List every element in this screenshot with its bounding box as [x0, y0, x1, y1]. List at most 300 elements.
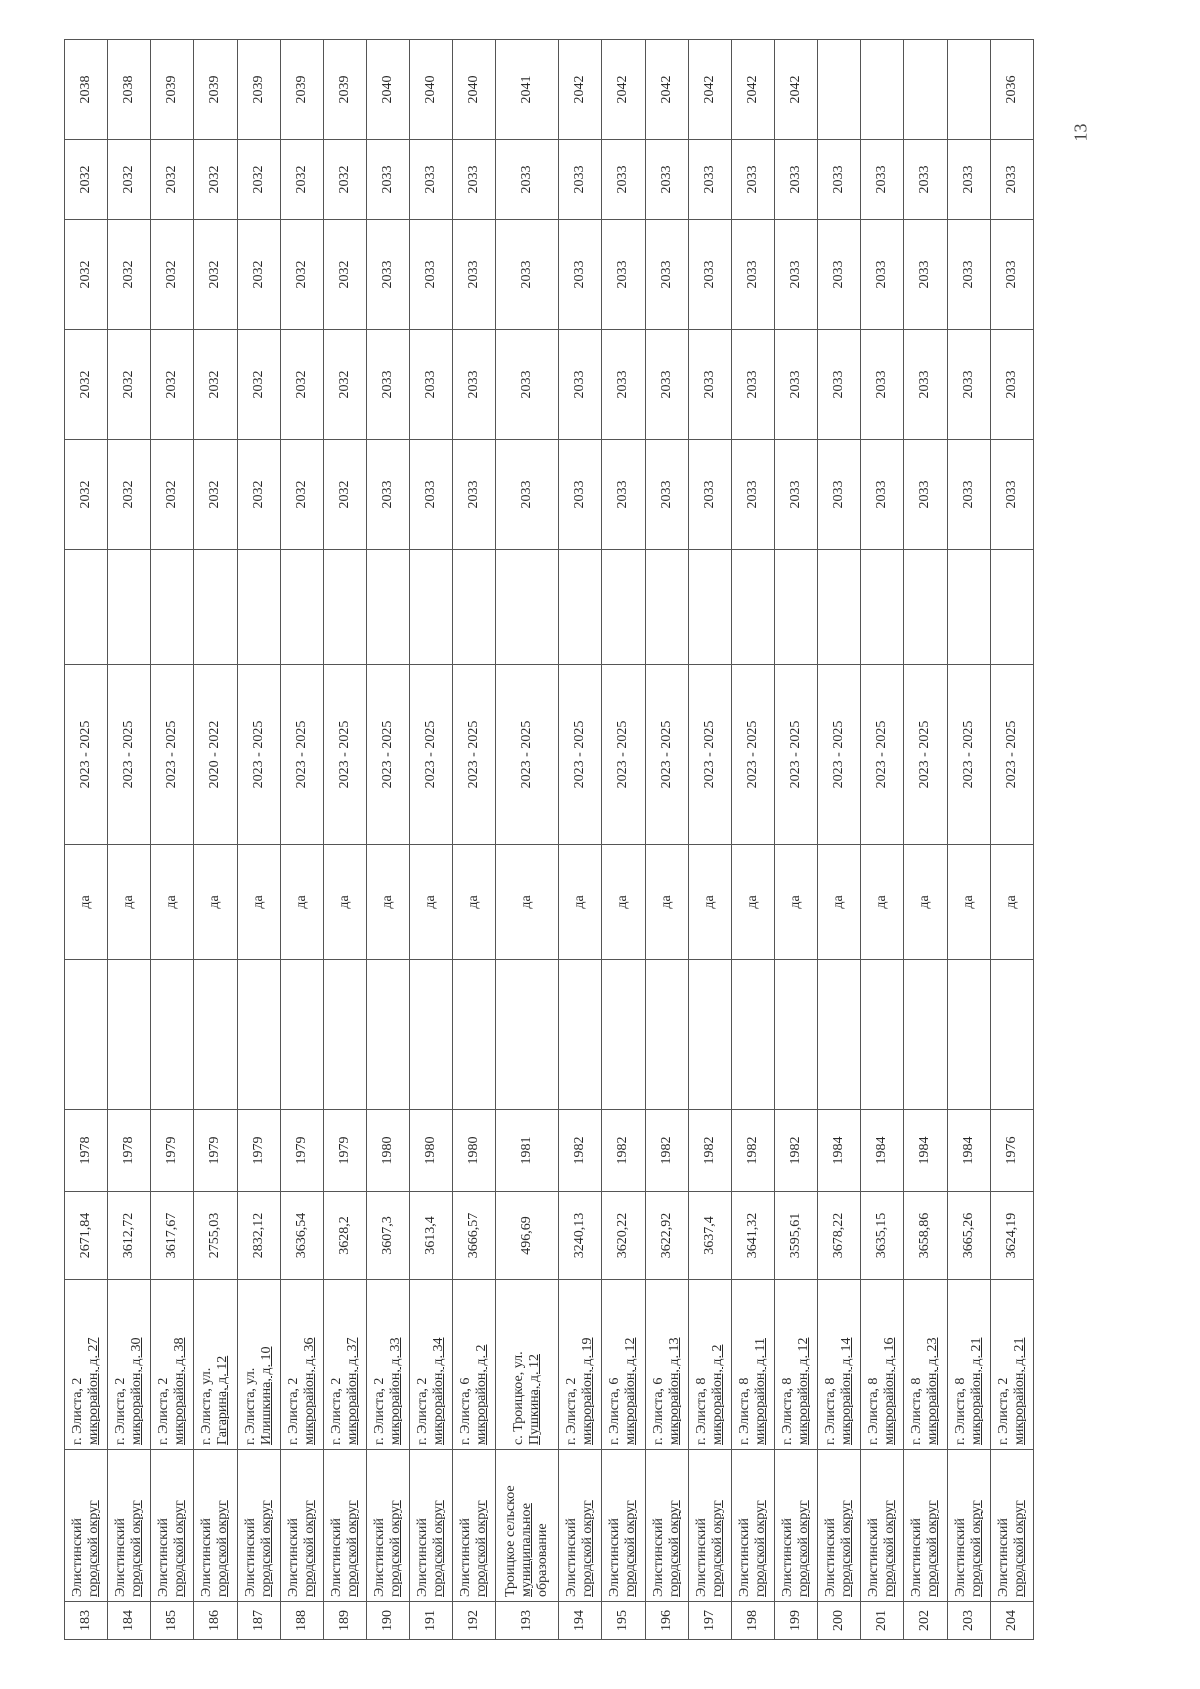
cell-text-c9: 2033 [874, 480, 890, 509]
year-col-11 [645, 220, 688, 330]
table-body [65, 40, 1034, 1640]
cell-text-year: 1981 [519, 1136, 535, 1165]
empty-cell [496, 960, 559, 1110]
cell-text-c7: 2023 - 2025 [380, 720, 396, 789]
cell-text-c13: 2042 [744, 75, 760, 104]
empty-cell [410, 960, 453, 1110]
cell-text-c7: 2023 - 2025 [1003, 720, 1019, 789]
empty-cell-2 [731, 550, 774, 665]
year-col-10 [774, 330, 817, 440]
year-col-9 [818, 440, 861, 550]
row-number [861, 1602, 904, 1640]
empty-cell-2 [559, 550, 602, 665]
cell-text-n: 187 [250, 1610, 266, 1631]
year-col-10 [453, 330, 496, 440]
cell-text-c11: 2033 [423, 260, 439, 289]
year-col-11 [731, 220, 774, 330]
year-col-9 [151, 440, 194, 550]
cell-text-c12: 2033 [615, 165, 631, 194]
cell-text-year: 1976 [1003, 1136, 1019, 1165]
municipality-cell [410, 1450, 453, 1602]
cell-text-c6: да [744, 895, 760, 909]
cell-text-year: 1984 [831, 1136, 847, 1165]
cell-text-mun1: Элистинский [564, 1518, 580, 1597]
cell-text-c9: 2033 [572, 480, 588, 509]
cell-text-mun2: городской округ [623, 1500, 639, 1597]
year-col-12 [861, 140, 904, 220]
cell-text-mun2: городской округ [344, 1500, 360, 1597]
period-cell [861, 665, 904, 845]
cell-text-year: 1979 [207, 1136, 223, 1165]
year-col-12 [818, 140, 861, 220]
empty-cell [237, 960, 280, 1110]
row-number [559, 1602, 602, 1640]
cell-text-c7: 2023 - 2025 [960, 720, 976, 789]
table-row [731, 40, 774, 1640]
municipality-cell [818, 1450, 861, 1602]
cell-text-area: 496,69 [519, 1216, 535, 1255]
cell-text-mun1: Элистинский [70, 1518, 86, 1597]
year-col-10 [688, 330, 731, 440]
cell-text-c10: 2033 [788, 370, 804, 399]
cell-text-c9: 2032 [164, 480, 180, 509]
year-col-13 [947, 40, 990, 140]
empty-cell-2 [323, 550, 366, 665]
cell-text-mun2: городской округ [925, 1500, 941, 1597]
row-number [453, 1602, 496, 1640]
cell-text-c12: 2032 [293, 165, 309, 194]
year-col-13 [453, 40, 496, 140]
year-col-9 [947, 440, 990, 550]
cell-text-c11: 2032 [121, 260, 137, 289]
year-col-11 [194, 220, 237, 330]
flag-cell [559, 845, 602, 960]
cell-text-c12: 2032 [207, 165, 223, 194]
year-col-12 [947, 140, 990, 220]
cell-text-c9: 2033 [831, 480, 847, 509]
cell-text-n: 202 [917, 1610, 933, 1631]
cell-text-c7: 2023 - 2025 [164, 720, 180, 789]
cell-text-area: 3658,86 [917, 1212, 933, 1259]
table-row [688, 40, 731, 1640]
cell-text-c10: 2033 [831, 370, 847, 399]
cell-text-c6: да [788, 895, 804, 909]
cell-text-c11: 2032 [78, 260, 94, 289]
cell-text-addr2: микрорайон, д. 34 [431, 1337, 447, 1445]
cell-text-addr2: микрорайон, д. 36 [301, 1337, 317, 1445]
cell-text-c9: 2033 [917, 480, 933, 509]
year-col-11 [559, 220, 602, 330]
cell-text-c11: 2033 [917, 260, 933, 289]
cell-text-area: 3622,92 [658, 1212, 674, 1259]
year-col-12 [774, 140, 817, 220]
area-cell [602, 1192, 645, 1280]
cell-text-c11: 2033 [519, 260, 535, 289]
empty-cell-2 [774, 550, 817, 665]
cell-text-c13: 2036 [1003, 75, 1019, 104]
cell-text-c6: да [658, 895, 674, 909]
cell-text-c12: 2033 [744, 165, 760, 194]
period-cell [366, 665, 409, 845]
cell-text-c11: 2033 [831, 260, 847, 289]
cell-text-c13: 2038 [121, 75, 137, 104]
municipality-cell [453, 1450, 496, 1602]
year-col-12 [194, 140, 237, 220]
year-col-10 [818, 330, 861, 440]
empty-cell [774, 960, 817, 1110]
municipality-cell [559, 1450, 602, 1602]
cell-text-addr2: микрорайон, д. 12 [796, 1337, 812, 1445]
year-cell [410, 1110, 453, 1192]
cell-text-c6: да [78, 895, 94, 909]
year-col-13 [108, 40, 151, 140]
cell-text-mun3: образование [535, 1523, 551, 1597]
table-row [453, 40, 496, 1640]
period-cell [947, 665, 990, 845]
cell-text-addr1: г. Элиста, 2 [372, 1377, 388, 1445]
cell-text-addr2: микрорайон, д. 2 [709, 1344, 725, 1445]
cell-text-year: 1979 [293, 1136, 309, 1165]
cell-text-addr1: с. Троицкое, ул. [511, 1351, 527, 1445]
empty-cell [108, 960, 151, 1110]
cell-text-n: 194 [572, 1610, 588, 1631]
cell-text-c9: 2033 [658, 480, 674, 509]
year-col-11 [108, 220, 151, 330]
row-number [645, 1602, 688, 1640]
year-col-10 [731, 330, 774, 440]
year-col-10 [645, 330, 688, 440]
address-cell [366, 1280, 409, 1450]
year-col-9 [774, 440, 817, 550]
year-col-13 [410, 40, 453, 140]
cell-text-area: 3628,2 [336, 1216, 352, 1255]
cell-text-addr2: микрорайон, д. 16 [882, 1337, 898, 1445]
flag-cell [237, 845, 280, 960]
area-cell [861, 1192, 904, 1280]
year-col-12 [496, 140, 559, 220]
period-cell [453, 665, 496, 845]
year-cell [774, 1110, 817, 1192]
cell-text-addr2: Илишкина, д. 10 [258, 1346, 274, 1445]
address-cell [323, 1280, 366, 1450]
cell-text-c7: 2023 - 2025 [572, 720, 588, 789]
year-col-13 [237, 40, 280, 140]
empty-cell-2 [947, 550, 990, 665]
year-col-13 [990, 40, 1033, 140]
year-col-11 [688, 220, 731, 330]
cell-text-area: 3595,61 [788, 1212, 804, 1259]
year-cell [818, 1110, 861, 1192]
cell-text-c6: да [874, 895, 890, 909]
cell-text-mun1: Элистинский [823, 1518, 839, 1597]
year-col-13 [774, 40, 817, 140]
municipality-cell [151, 1450, 194, 1602]
cell-text-n: 185 [164, 1610, 180, 1631]
cell-text-c6: да [1003, 895, 1019, 909]
cell-text-c7: 2023 - 2025 [250, 720, 266, 789]
cell-text-c10: 2033 [1003, 370, 1019, 399]
cell-text-c7: 2023 - 2025 [658, 720, 674, 789]
cell-text-addr1: г. Элиста, 6 [607, 1377, 623, 1445]
cell-text-c9: 2033 [1003, 480, 1019, 509]
municipality-cell [947, 1450, 990, 1602]
table-row [151, 40, 194, 1640]
empty-cell-2 [410, 550, 453, 665]
cell-text-mun1: Элистинский [736, 1518, 752, 1597]
area-cell [108, 1192, 151, 1280]
cell-text-c11: 2033 [701, 260, 717, 289]
year-col-13 [688, 40, 731, 140]
cell-text-addr1: г. Элиста, ул. [242, 1367, 258, 1445]
area-cell [645, 1192, 688, 1280]
area-cell [194, 1192, 237, 1280]
cell-text-area: 3620,22 [615, 1212, 631, 1259]
period-cell [559, 665, 602, 845]
cell-text-c6: да [380, 895, 396, 909]
cell-text-year: 1979 [336, 1136, 352, 1165]
municipality-cell [904, 1450, 947, 1602]
cell-text-c11: 2033 [788, 260, 804, 289]
cell-text-c11: 2033 [744, 260, 760, 289]
cell-text-c6: да [207, 895, 223, 909]
flag-cell [731, 845, 774, 960]
flag-cell [990, 845, 1033, 960]
year-col-9 [904, 440, 947, 550]
address-cell [990, 1280, 1033, 1450]
housing-table [64, 39, 1034, 1640]
table-row [366, 40, 409, 1640]
municipality-cell [108, 1450, 151, 1602]
cell-text-c11: 2033 [466, 260, 482, 289]
area-cell [904, 1192, 947, 1280]
cell-text-c9: 2032 [78, 480, 94, 509]
cell-text-addr1: г. Элиста, 8 [693, 1377, 709, 1445]
cell-text-c11: 2032 [164, 260, 180, 289]
cell-text-n: 195 [615, 1610, 631, 1631]
area-cell [65, 1192, 108, 1280]
cell-text-area: 3624,19 [1003, 1212, 1019, 1259]
cell-text-c10: 2033 [423, 370, 439, 399]
flag-cell [151, 845, 194, 960]
cell-text-c10: 2032 [250, 370, 266, 399]
cell-text-year: 1982 [788, 1136, 804, 1165]
table-row [990, 40, 1033, 1640]
year-col-11 [947, 220, 990, 330]
municipality-cell [688, 1450, 731, 1602]
cell-text-c12: 2032 [164, 165, 180, 194]
year-col-12 [645, 140, 688, 220]
cell-text-c10: 2032 [293, 370, 309, 399]
empty-cell-2 [688, 550, 731, 665]
row-number [904, 1602, 947, 1640]
cell-text-c9: 2033 [701, 480, 717, 509]
year-col-9 [645, 440, 688, 550]
municipality-cell [323, 1450, 366, 1602]
cell-text-addr1: г. Элиста, 8 [866, 1377, 882, 1445]
year-cell [65, 1110, 108, 1192]
cell-text-addr2: микрорайон, д. 23 [925, 1337, 941, 1445]
row-number [688, 1602, 731, 1640]
cell-text-c10: 2033 [380, 370, 396, 399]
cell-text-area: 3613,4 [423, 1216, 439, 1255]
empty-cell [947, 960, 990, 1110]
cell-text-addr1: г. Элиста, 2 [113, 1377, 129, 1445]
cell-text-mun2: городской округ [752, 1500, 768, 1597]
year-cell [323, 1110, 366, 1192]
cell-text-c7: 2023 - 2025 [78, 720, 94, 789]
year-col-9 [194, 440, 237, 550]
year-col-13 [65, 40, 108, 140]
cell-text-addr1: г. Элиста, 8 [952, 1377, 968, 1445]
table-row [323, 40, 366, 1640]
cell-text-mun1: Элистинский [693, 1518, 709, 1597]
cell-text-mun1: Элистинский [113, 1518, 129, 1597]
empty-cell [151, 960, 194, 1110]
year-col-13 [731, 40, 774, 140]
cell-text-addr1: г. Элиста, 8 [823, 1377, 839, 1445]
cell-text-area: 3612,72 [121, 1212, 137, 1259]
cell-text-c11: 2032 [293, 260, 309, 289]
cell-text-c9: 2033 [744, 480, 760, 509]
cell-text-c13: 2039 [207, 75, 223, 104]
year-col-9 [861, 440, 904, 550]
cell-text-c12: 2033 [572, 165, 588, 194]
table-row [237, 40, 280, 1640]
flag-cell [280, 845, 323, 960]
empty-cell-2 [990, 550, 1033, 665]
year-col-13 [904, 40, 947, 140]
year-col-11 [904, 220, 947, 330]
cell-text-n: 190 [380, 1610, 396, 1631]
period-cell [645, 665, 688, 845]
year-cell [731, 1110, 774, 1192]
address-cell [496, 1280, 559, 1450]
year-col-11 [861, 220, 904, 330]
flag-cell [818, 845, 861, 960]
year-col-12 [65, 140, 108, 220]
cell-text-addr1: г. Элиста, 2 [285, 1377, 301, 1445]
empty-cell-2 [65, 550, 108, 665]
area-cell [453, 1192, 496, 1280]
cell-text-addr2: микрорайон, д. 11 [752, 1338, 768, 1445]
empty-cell [65, 960, 108, 1110]
empty-cell-2 [108, 550, 151, 665]
cell-text-mun2: городской округ [709, 1500, 725, 1597]
empty-cell [602, 960, 645, 1110]
cell-text-n: 184 [121, 1610, 137, 1631]
year-cell [559, 1110, 602, 1192]
cell-text-c9: 2032 [121, 480, 137, 509]
year-col-12 [602, 140, 645, 220]
cell-text-c10: 2033 [701, 370, 717, 399]
cell-text-addr1: г. Элиста, 6 [650, 1377, 666, 1445]
cell-text-c9: 2033 [615, 480, 631, 509]
cell-text-c6: да [293, 895, 309, 909]
cell-text-mun2: городской округ [474, 1500, 490, 1597]
table-row [280, 40, 323, 1640]
empty-cell-2 [602, 550, 645, 665]
cell-text-c13: 2040 [423, 75, 439, 104]
area-cell [410, 1192, 453, 1280]
empty-cell [688, 960, 731, 1110]
cell-text-c10: 2033 [615, 370, 631, 399]
cell-text-year: 1982 [701, 1136, 717, 1165]
cell-text-c10: 2032 [164, 370, 180, 399]
cell-text-year: 1982 [572, 1136, 588, 1165]
cell-text-year: 1982 [615, 1136, 631, 1165]
cell-text-area: 3666,57 [466, 1212, 482, 1259]
flag-cell [194, 845, 237, 960]
municipality-cell [990, 1450, 1033, 1602]
year-col-10 [410, 330, 453, 440]
cell-text-c12: 2033 [466, 165, 482, 194]
cell-text-c6: да [701, 895, 717, 909]
area-cell [818, 1192, 861, 1280]
year-col-9 [280, 440, 323, 550]
year-col-12 [904, 140, 947, 220]
flag-cell [774, 845, 817, 960]
year-col-9 [453, 440, 496, 550]
cell-text-c12: 2033 [423, 165, 439, 194]
empty-cell [559, 960, 602, 1110]
cell-text-year: 1980 [466, 1136, 482, 1165]
year-col-13 [818, 40, 861, 140]
address-cell [559, 1280, 602, 1450]
cell-text-year: 1984 [960, 1136, 976, 1165]
table-row [496, 40, 559, 1640]
cell-text-area: 2755,03 [207, 1212, 223, 1259]
cell-text-c11: 2032 [336, 260, 352, 289]
cell-text-year: 1980 [380, 1136, 396, 1165]
cell-text-mun1: Элистинский [458, 1518, 474, 1597]
row-number [818, 1602, 861, 1640]
cell-text-c7: 2023 - 2025 [701, 720, 717, 789]
area-cell [323, 1192, 366, 1280]
year-col-13 [645, 40, 688, 140]
year-col-9 [366, 440, 409, 550]
cell-text-addr1: г. Элиста, 2 [328, 1377, 344, 1445]
cell-text-c6: да [831, 895, 847, 909]
cell-text-addr2: микрорайон, д. 14 [839, 1337, 855, 1445]
cell-text-addr2: микрорайон, д. 21 [968, 1337, 984, 1445]
address-cell [194, 1280, 237, 1450]
cell-text-n: 192 [466, 1610, 482, 1631]
cell-text-addr1: г. Элиста, 8 [909, 1377, 925, 1445]
year-col-10 [559, 330, 602, 440]
cell-text-mun1: Элистинский [242, 1518, 258, 1597]
empty-cell-2 [453, 550, 496, 665]
empty-cell-2 [151, 550, 194, 665]
cell-text-c9: 2032 [336, 480, 352, 509]
empty-cell [904, 960, 947, 1110]
row-number [366, 1602, 409, 1640]
year-col-10 [151, 330, 194, 440]
cell-text-c6: да [572, 895, 588, 909]
cell-text-c12: 2032 [250, 165, 266, 194]
empty-cell-2 [280, 550, 323, 665]
cell-text-c12: 2032 [121, 165, 137, 194]
area-cell [496, 1192, 559, 1280]
year-col-9 [688, 440, 731, 550]
year-col-9 [323, 440, 366, 550]
year-col-9 [410, 440, 453, 550]
cell-text-mun2: городской округ [1011, 1500, 1027, 1597]
cell-text-addr2: микрорайон, д. 12 [623, 1337, 639, 1445]
cell-text-c7: 2023 - 2025 [744, 720, 760, 789]
cell-text-c13: 2042 [658, 75, 674, 104]
year-col-11 [602, 220, 645, 330]
cell-text-addr1: г. Элиста, 2 [156, 1377, 172, 1445]
